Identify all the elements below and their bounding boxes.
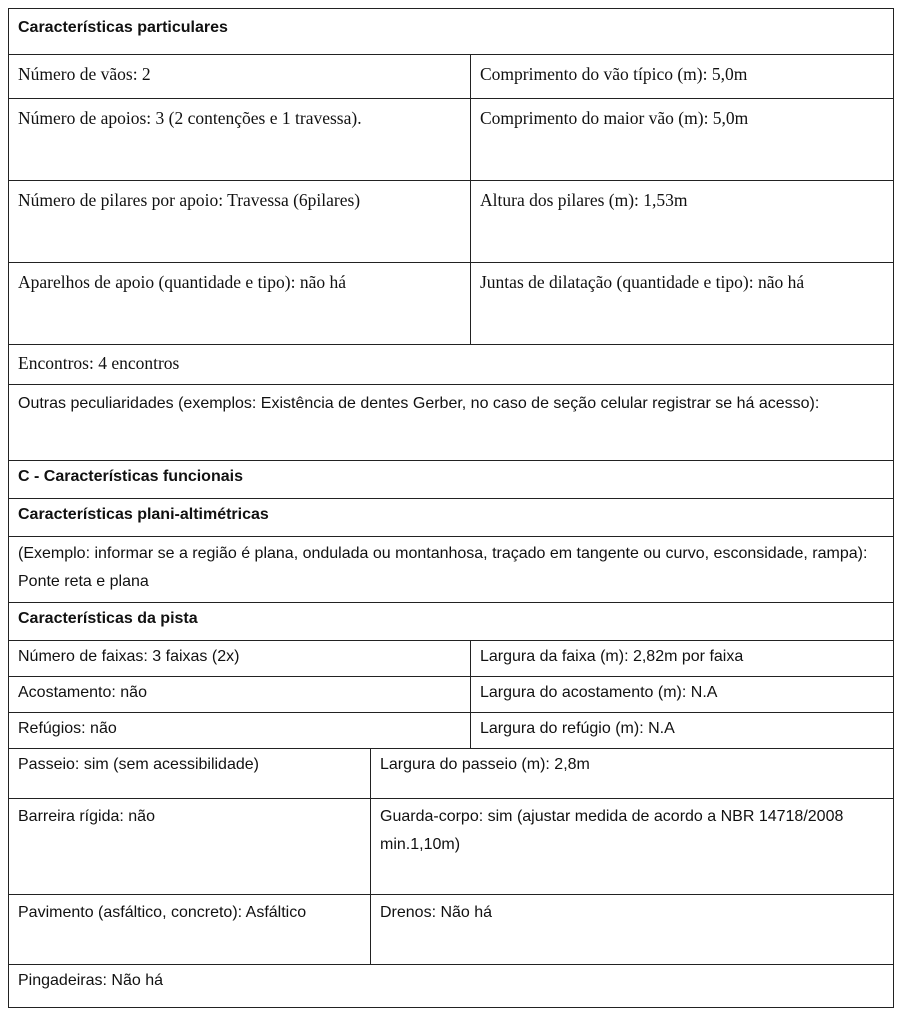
largura-faixa-cell: Largura da faixa (m): 2,82m por faixa — [480, 648, 744, 665]
altura-pilares-cell: Altura dos pilares (m): 1,53m — [480, 190, 688, 210]
barreira-cell: Barreira rígida: não — [18, 808, 155, 825]
acostamento-row — [8, 676, 894, 712]
pingadeiras-row — [8, 964, 894, 1008]
passeio-row — [8, 748, 894, 798]
encontros-row — [8, 344, 894, 384]
num-apoios-row — [8, 98, 894, 180]
num-faixas-cell: Número de faixas: 3 faixas (2x) — [18, 648, 240, 665]
num-vaos-row — [8, 54, 894, 98]
aparelhos-row — [8, 262, 894, 344]
refugios-cell: Refúgios: não — [18, 720, 117, 737]
encontros-cell: Encontros: 4 encontros — [18, 353, 180, 373]
plani-title: Características plani-altimétricas — [18, 506, 269, 523]
exemplo-plani-cell: (Exemplo: informar se a região é plana, ondulada ou montanhosa, traçado em tangente ou curvo, esconsidade, rampa): Ponte reta e plana — [18, 545, 868, 590]
acostamento-cell: Acostamento: não — [18, 684, 147, 701]
juntas-dilatacao-cell: Juntas de dilatação (quantidade e tipo): não há — [480, 272, 805, 292]
num-pilares-row — [8, 180, 894, 262]
funcionais-title-row — [8, 460, 894, 498]
comp-vao-tipico-cell: Comprimento do vão típico (m): 5,0m — [480, 64, 748, 84]
particulares-title: Características particulares — [18, 19, 228, 36]
num-pilares-cell: Número de pilares por apoio: Travessa (6pilares) — [18, 190, 361, 210]
refugios-row — [8, 712, 894, 748]
pavimento-cell: Pavimento (asfáltico, concreto): Asfáltico — [18, 904, 307, 921]
drenos-cell: Drenos: Não há — [380, 904, 493, 921]
pista-title-row — [8, 602, 894, 640]
largura-passeio-cell: Largura do passeio (m): 2,8m — [380, 756, 590, 773]
guarda-corpo-cell: Guarda-corpo: sim (ajustar medida de acordo a NBR 14718/2008 min.1,10m) — [380, 808, 844, 853]
comp-maior-vao-cell: Comprimento do maior vão (m): 5,0m — [480, 108, 749, 128]
outras-peculiaridades-cell: Outras peculiaridades (exemplos: Existência de dentes Gerber, no caso de seção celular registrar se há acesso): — [18, 395, 820, 412]
num-apoios-cell: Número de apoios: 3 (2 contenções e 1 travessa). — [18, 108, 362, 128]
num-faixas-row — [8, 640, 894, 676]
outras-peculiaridades-row — [8, 384, 894, 460]
aparelhos-apoio-cell: Aparelhos de apoio (quantidade e tipo): não há — [18, 272, 347, 292]
largura-acostamento-cell: Largura do acostamento (m): N.A — [480, 684, 718, 701]
largura-refugio-cell: Largura do refúgio (m): N.A — [480, 720, 675, 737]
num-vaos-cell: Número de vãos: 2 — [18, 64, 151, 84]
pista-title: Características da pista — [18, 610, 198, 627]
particulares-title-row — [8, 8, 894, 54]
characteristics-table — [8, 8, 894, 1008]
passeio-cell: Passeio: sim (sem acessibilidade) — [18, 756, 259, 773]
plani-title-row — [8, 498, 894, 536]
funcionais-title: C - Características funcionais — [18, 468, 243, 485]
barreira-row — [8, 798, 894, 894]
pavimento-row — [8, 894, 894, 964]
exemplo-plani-row — [8, 536, 894, 602]
pingadeiras-cell: Pingadeiras: Não há — [18, 972, 163, 989]
